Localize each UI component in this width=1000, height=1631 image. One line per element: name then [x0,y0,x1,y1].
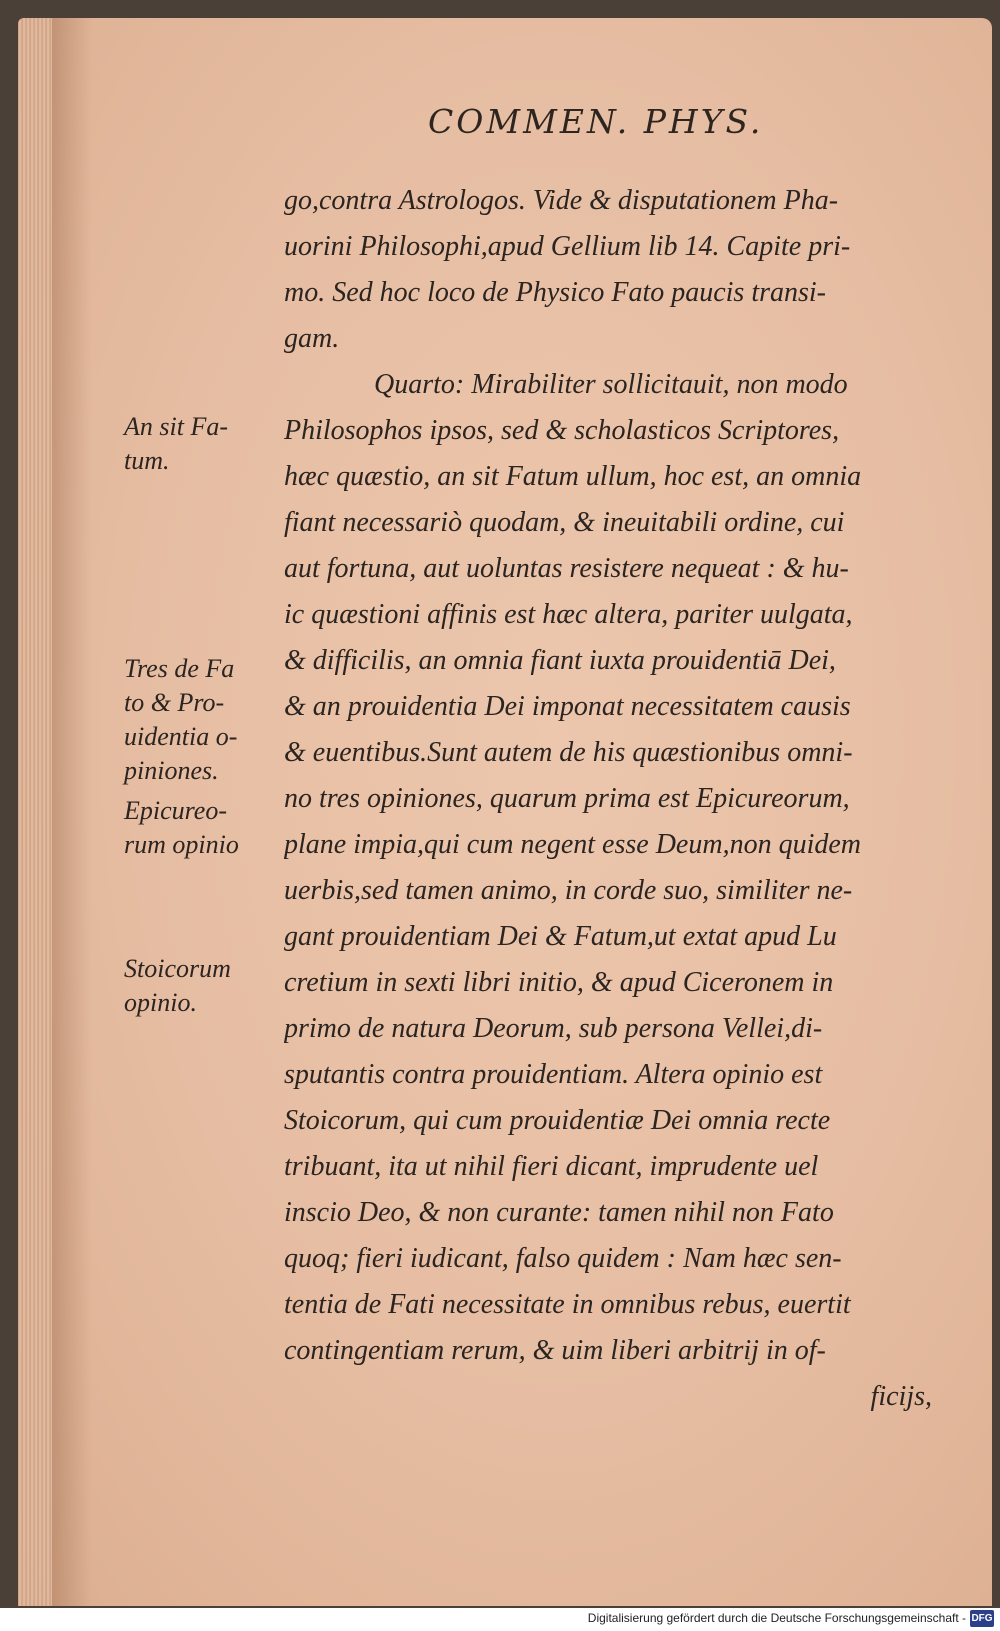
text-line: go,contra Astrologos. Vide & disputationem Pha- [284,185,839,216]
text-line: cretium in sexti libri initio, & apud Ciceronem in [284,967,834,998]
marginal-note-epicureorum [124,794,274,862]
marginal-note-line: uidentia o- [124,722,238,751]
text-line: tribuant, ita ut nihil fieri dicant, imprudente uel [284,1151,819,1182]
text-line: no tres opiniones, quarum prima est Epicureorum, [284,783,850,814]
text-line: contingentiam rerum, & uim liberi arbitrij in of- [284,1335,826,1366]
text-line: Stoicorum, qui cum prouidentiæ Dei omnia recte [284,1105,831,1136]
footer-bar [0,1608,1000,1631]
text-line: hæc quæstio, an sit Fatum ullum, hoc est, an omnia [284,461,862,492]
text-line: Quarto: Mirabiliter sollicitauit, non modo [374,369,848,400]
text-line: uorini Philosophi,apud Gellium lib 14. Capite pri- [284,231,851,262]
marginal-note-line: piniones. [124,756,219,785]
marginal-note-line: opinio. [124,988,197,1017]
marginal-note-line: to & Pro- [124,688,225,717]
marginal-note-an-sit-fatum [124,410,274,478]
text-line: sputantis contra prouidentiam. Altera opinio est [284,1059,823,1090]
text-line: & euentibus.Sunt autem de his quæstionibus omni- [284,737,853,768]
text-line: gam. [284,323,340,354]
text-line: quoq; fieri iudicant, falso quidem : Nam hæc sen- [284,1243,842,1274]
text-line: primo de natura Deorum, sub persona Vellei,di- [284,1013,823,1044]
marginal-note-stoicorum [124,952,274,1020]
book-page [18,18,992,1606]
body-text [284,178,944,1420]
text-line: aut fortuna, aut uoluntas resistere nequeat : & hu- [284,553,849,584]
text-line: ic quæstioni affinis est hæc altera, pariter uulgata, [284,599,853,630]
marginal-note-line: Stoicorum [124,954,231,983]
marginal-note-tres-opiniones [124,652,274,788]
marginal-note-line: tum. [124,446,170,475]
gutter-shadow [52,18,92,1606]
text-line: Philosophos ipsos, sed & scholasticos Scriptores, [284,415,840,446]
text-line: uerbis,sed tamen animo, in corde suo, similiter ne- [284,875,853,906]
page-edges [18,18,52,1606]
marginal-note-line: rum opinio [124,830,239,859]
footer-credit: Digitalisierung gefördert durch die Deutsche Forschungsgemeinschaft - [587,1611,966,1625]
text-line: plane impia,qui cum negent esse Deum,non quidem [284,829,861,860]
marginal-note-line: Tres de Fa [124,654,235,683]
text-line: & difficilis, an omnia fiant iuxta prouidentiā Dei, [284,645,836,676]
text-line: tentia de Fati necessitate in omnibus rebus, euertit [284,1289,851,1320]
catchword: ficijs, [870,1381,932,1412]
text-line: & an prouidentia Dei imponat necessitatem causis [284,691,851,722]
dfg-logo-icon: DFG [970,1610,994,1627]
text-line: inscio Deo, & non curante: tamen nihil non Fato [284,1197,834,1228]
text-line: mo. Sed hoc loco de Physico Fato paucis transi- [284,277,827,308]
marginal-note-line: Epicureo- [124,796,227,825]
running-head: COMMEN. PHYS. [428,102,764,141]
marginal-note-line: An sit Fa- [124,412,228,441]
text-line: gant prouidentiam Dei & Fatum,ut extat apud Lu [284,921,837,952]
text-line: fiant necessariò quodam, & ineuitabili ordine, cui [284,507,845,538]
